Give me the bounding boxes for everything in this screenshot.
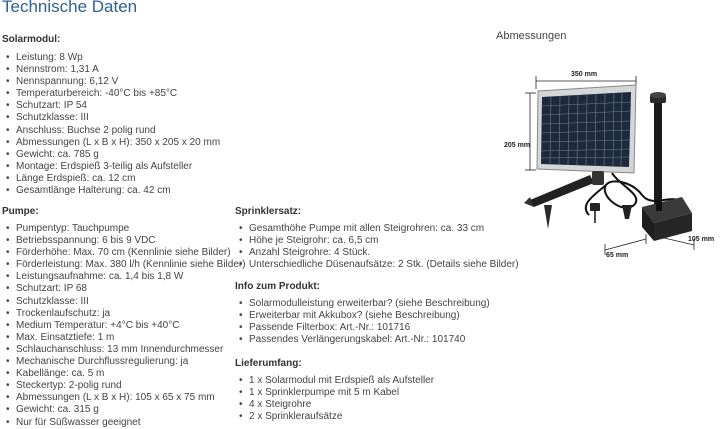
- lieferumfang-heading: Lieferumfang:: [235, 358, 302, 369]
- product-illustration: [494, 45, 720, 267]
- list-item: • Betriebsspannung: 6 bis 9 VDC: [16, 235, 246, 247]
- abmessungen-heading: Abmessungen: [496, 30, 567, 42]
- info-heading: Info zum Produkt:: [235, 281, 320, 292]
- list-item: • Unterschiedliche Düsenaufsätze: 2 Stk. (Details siehe Bilder): [249, 259, 519, 271]
- list-item: • Passendes Verlängerungskabel: Art.-Nr.: 101740: [249, 334, 490, 346]
- list-item: • Pumpentyp: Tauchpumpe: [16, 223, 246, 235]
- list-item: • Gewicht: ca. 785 g: [16, 149, 220, 161]
- list-item: • Anschluss: Buchse 2 polig rund: [16, 125, 220, 137]
- list-item: • Länge Erdspieß: ca. 12 cm: [16, 173, 220, 185]
- list-item: • Passende Filterbox: Art.-Nr.: 101716: [249, 322, 490, 334]
- list-item: • Schutzart: IP 68: [16, 283, 246, 295]
- list-item: • Medium Temperatur: +4°C bis +40°C: [16, 320, 246, 332]
- list-item: • Schlauchanschluss: 13 mm Innendurchmesser: [16, 344, 246, 356]
- dimension-pump-width-label: 65 mm: [606, 252, 629, 259]
- product-dimension-diagram: [494, 45, 720, 267]
- solarmodul-list: [4, 52, 220, 197]
- list-item: • Nennspannung: 6,12 V: [16, 76, 220, 88]
- sprinkler-list: [237, 223, 519, 271]
- list-item: • Mechanische Durchflussregulierung: ja: [16, 356, 246, 368]
- sprinkler-heading: Sprinklersatz:: [235, 206, 302, 217]
- list-item: • Gesamtlänge Halterung: ca. 42 cm: [16, 185, 220, 197]
- list-item: • Schutzklasse: III: [16, 112, 220, 124]
- list-item: • Max. Einsatztiefe: 1 m: [16, 332, 246, 344]
- list-item: • Leistung: 8 Wp: [16, 52, 220, 64]
- list-item: • Gewicht: ca. 315 g: [16, 404, 246, 416]
- dimension-width-label: 350 mm: [571, 71, 598, 78]
- pumpe-heading: Pumpe:: [2, 206, 39, 217]
- list-item: • Trockenlaufschutz: ja: [16, 308, 246, 320]
- list-item: • Förderleistung: Max. 380 l/h (Kennlinie siehe Bilder): [16, 259, 246, 271]
- list-item: • Abmessungen (L x B x H): 350 x 205 x 20 mm: [16, 137, 220, 149]
- list-item: • Nennstrom: 1,31 A: [16, 64, 220, 76]
- list-item: • Nur für Süßwasser geeignet: [16, 417, 246, 429]
- list-item: • Steckertyp: 2-polig rund: [16, 380, 246, 392]
- dimension-pump-length-label: 105 mm: [688, 236, 715, 243]
- list-item: • Gesamthöhe Pumpe mit allen Steigrohren: ca. 33 cm: [249, 223, 519, 235]
- list-item: • Abmessungen (L x B x H): 105 x 65 x 75 mm: [16, 392, 246, 404]
- list-item: • 2 x Sprinkleraufsätze: [249, 411, 434, 423]
- list-item: • Temperaturbereich: -40°C bis +85°C: [16, 88, 220, 100]
- lieferumfang-list: [237, 375, 434, 423]
- dimension-height-label: 205 mm: [504, 142, 531, 149]
- list-item: • Schutzklasse: III: [16, 296, 246, 308]
- list-item: • Solarmodulleistung erweiterbar? (siehe Beschreibung): [249, 298, 490, 310]
- pumpe-list: [4, 223, 246, 429]
- page-title: Technische Daten: [2, 0, 138, 16]
- list-item: • Kabellänge: ca. 5 m: [16, 368, 246, 380]
- list-item: • Leistungsaufnahme: ca. 1,4 bis 1,8 W: [16, 271, 246, 283]
- list-item: • Anzahl Steigrohre: 4 Stück.: [249, 247, 519, 259]
- list-item: • Schutzart: IP 54: [16, 100, 220, 112]
- list-item: • Höhe je Steigrohr: ca. 6,5 cm: [249, 235, 519, 247]
- list-item: • Montage: Erdspieß 3-teilig als Aufsteller: [16, 161, 220, 173]
- list-item: • 1 x Solarmodul mit Erdspieß als Aufsteller: [249, 375, 434, 387]
- info-list: [237, 298, 490, 346]
- list-item: • Erweiterbar mit Akkubox? (siehe Beschreibung): [249, 310, 490, 322]
- list-item: • 4 x Steigrohre: [249, 399, 434, 411]
- list-item: • 1 x Sprinklerpumpe mit 5 m Kabel: [249, 387, 434, 399]
- solarmodul-heading: Solarmodul:: [2, 34, 61, 45]
- list-item: • Förderhöhe: Max. 70 cm (Kennlinie siehe Bilder): [16, 247, 246, 259]
